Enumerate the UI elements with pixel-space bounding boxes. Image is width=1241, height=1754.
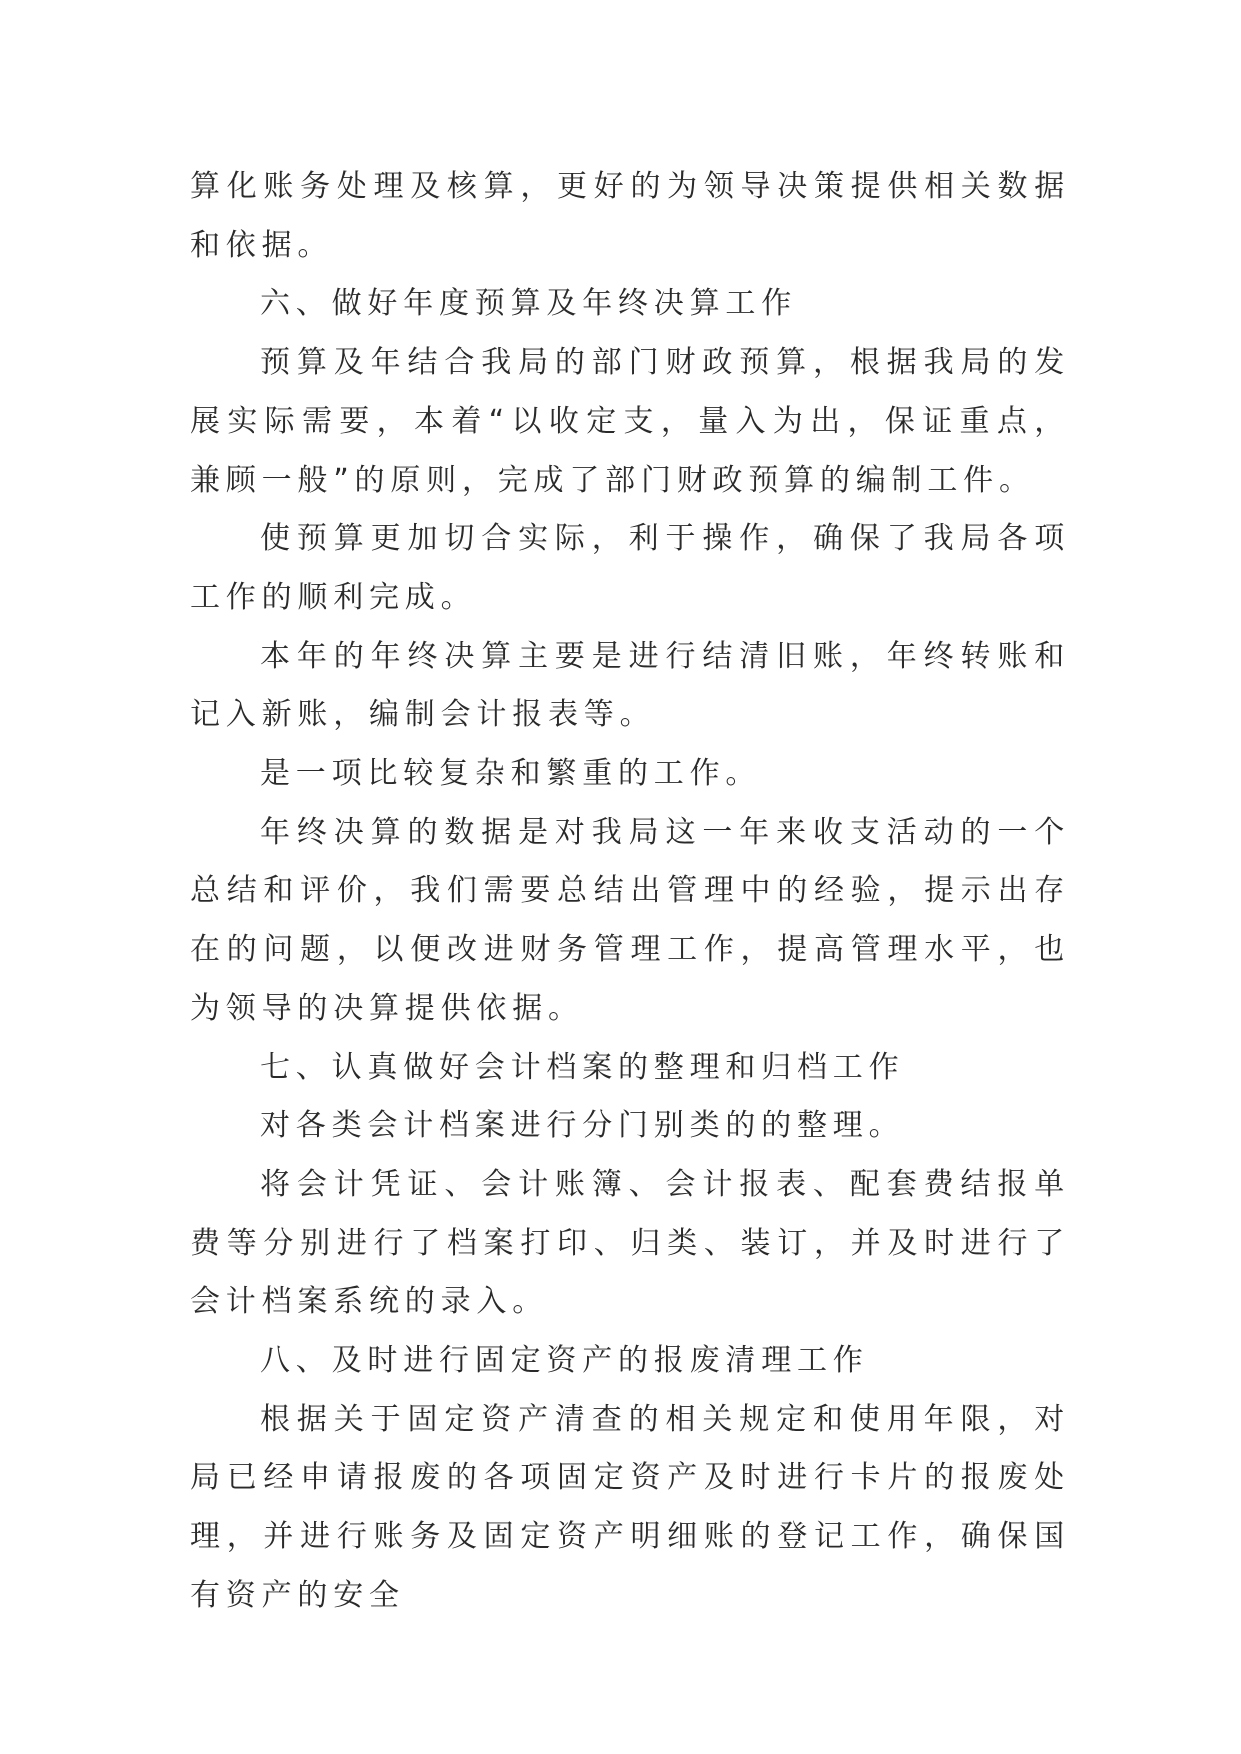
paragraph: 使预算更加切合实际，利于操作，确保了我局各项工作的顺利完成。 [190,521,1070,615]
paragraph: 将会计凭证、会计账簿、会计报表、配套费结报单费等分别进行了档案打印、归类、装订，并及时进行了会计档案系统的录入。 [190,1166,1070,1320]
section-heading-7: 七、认真做好会计档案的整理和归档工作 [260,1049,905,1085]
paragraph-continuation: 算化账务处理及核算，更好的为领导决策提供相关数据和依据。 [190,169,1070,263]
paragraph: 对各类会计档案进行分门别类的的整理。 [260,1108,905,1144]
paragraph: 本年的年终决算主要是进行结清旧账，年终转账和记入新账，编制会计报表等。 [190,638,1070,733]
section-heading-6: 六、做好年度预算及年终决算工作 [260,286,797,322]
paragraph: 年终决算的数据是对我局这一年来收支活动的一个总结和评价，我们需要总结出管理中的经验，提示出存在的问题，以便改进财务管理工作，提高管理水平，也为领导的决算提供依据。 [190,814,1070,1026]
paragraph: 是一项比较复杂和繁重的工作。 [260,756,762,792]
document-body [190,158,1070,1626]
paragraph: 预算及年结合我局的部门财政预算，根据我局的发展实际需要，本着“以收定支，量入为出，保证重点，兼顾一般”的原则，完成了部门财政预算的编制工件。 [190,345,1070,498]
paragraph: 根据关于固定资产清查的相关规定和使用年限，对局已经申请报废的各项固定资产及时进行卡片的报废处理，并进行账务及固定资产明细账的登记工作，确保国有资产的安全 [190,1401,1070,1613]
section-heading-8: 八、及时进行固定资产的报废清理工作 [260,1343,869,1379]
